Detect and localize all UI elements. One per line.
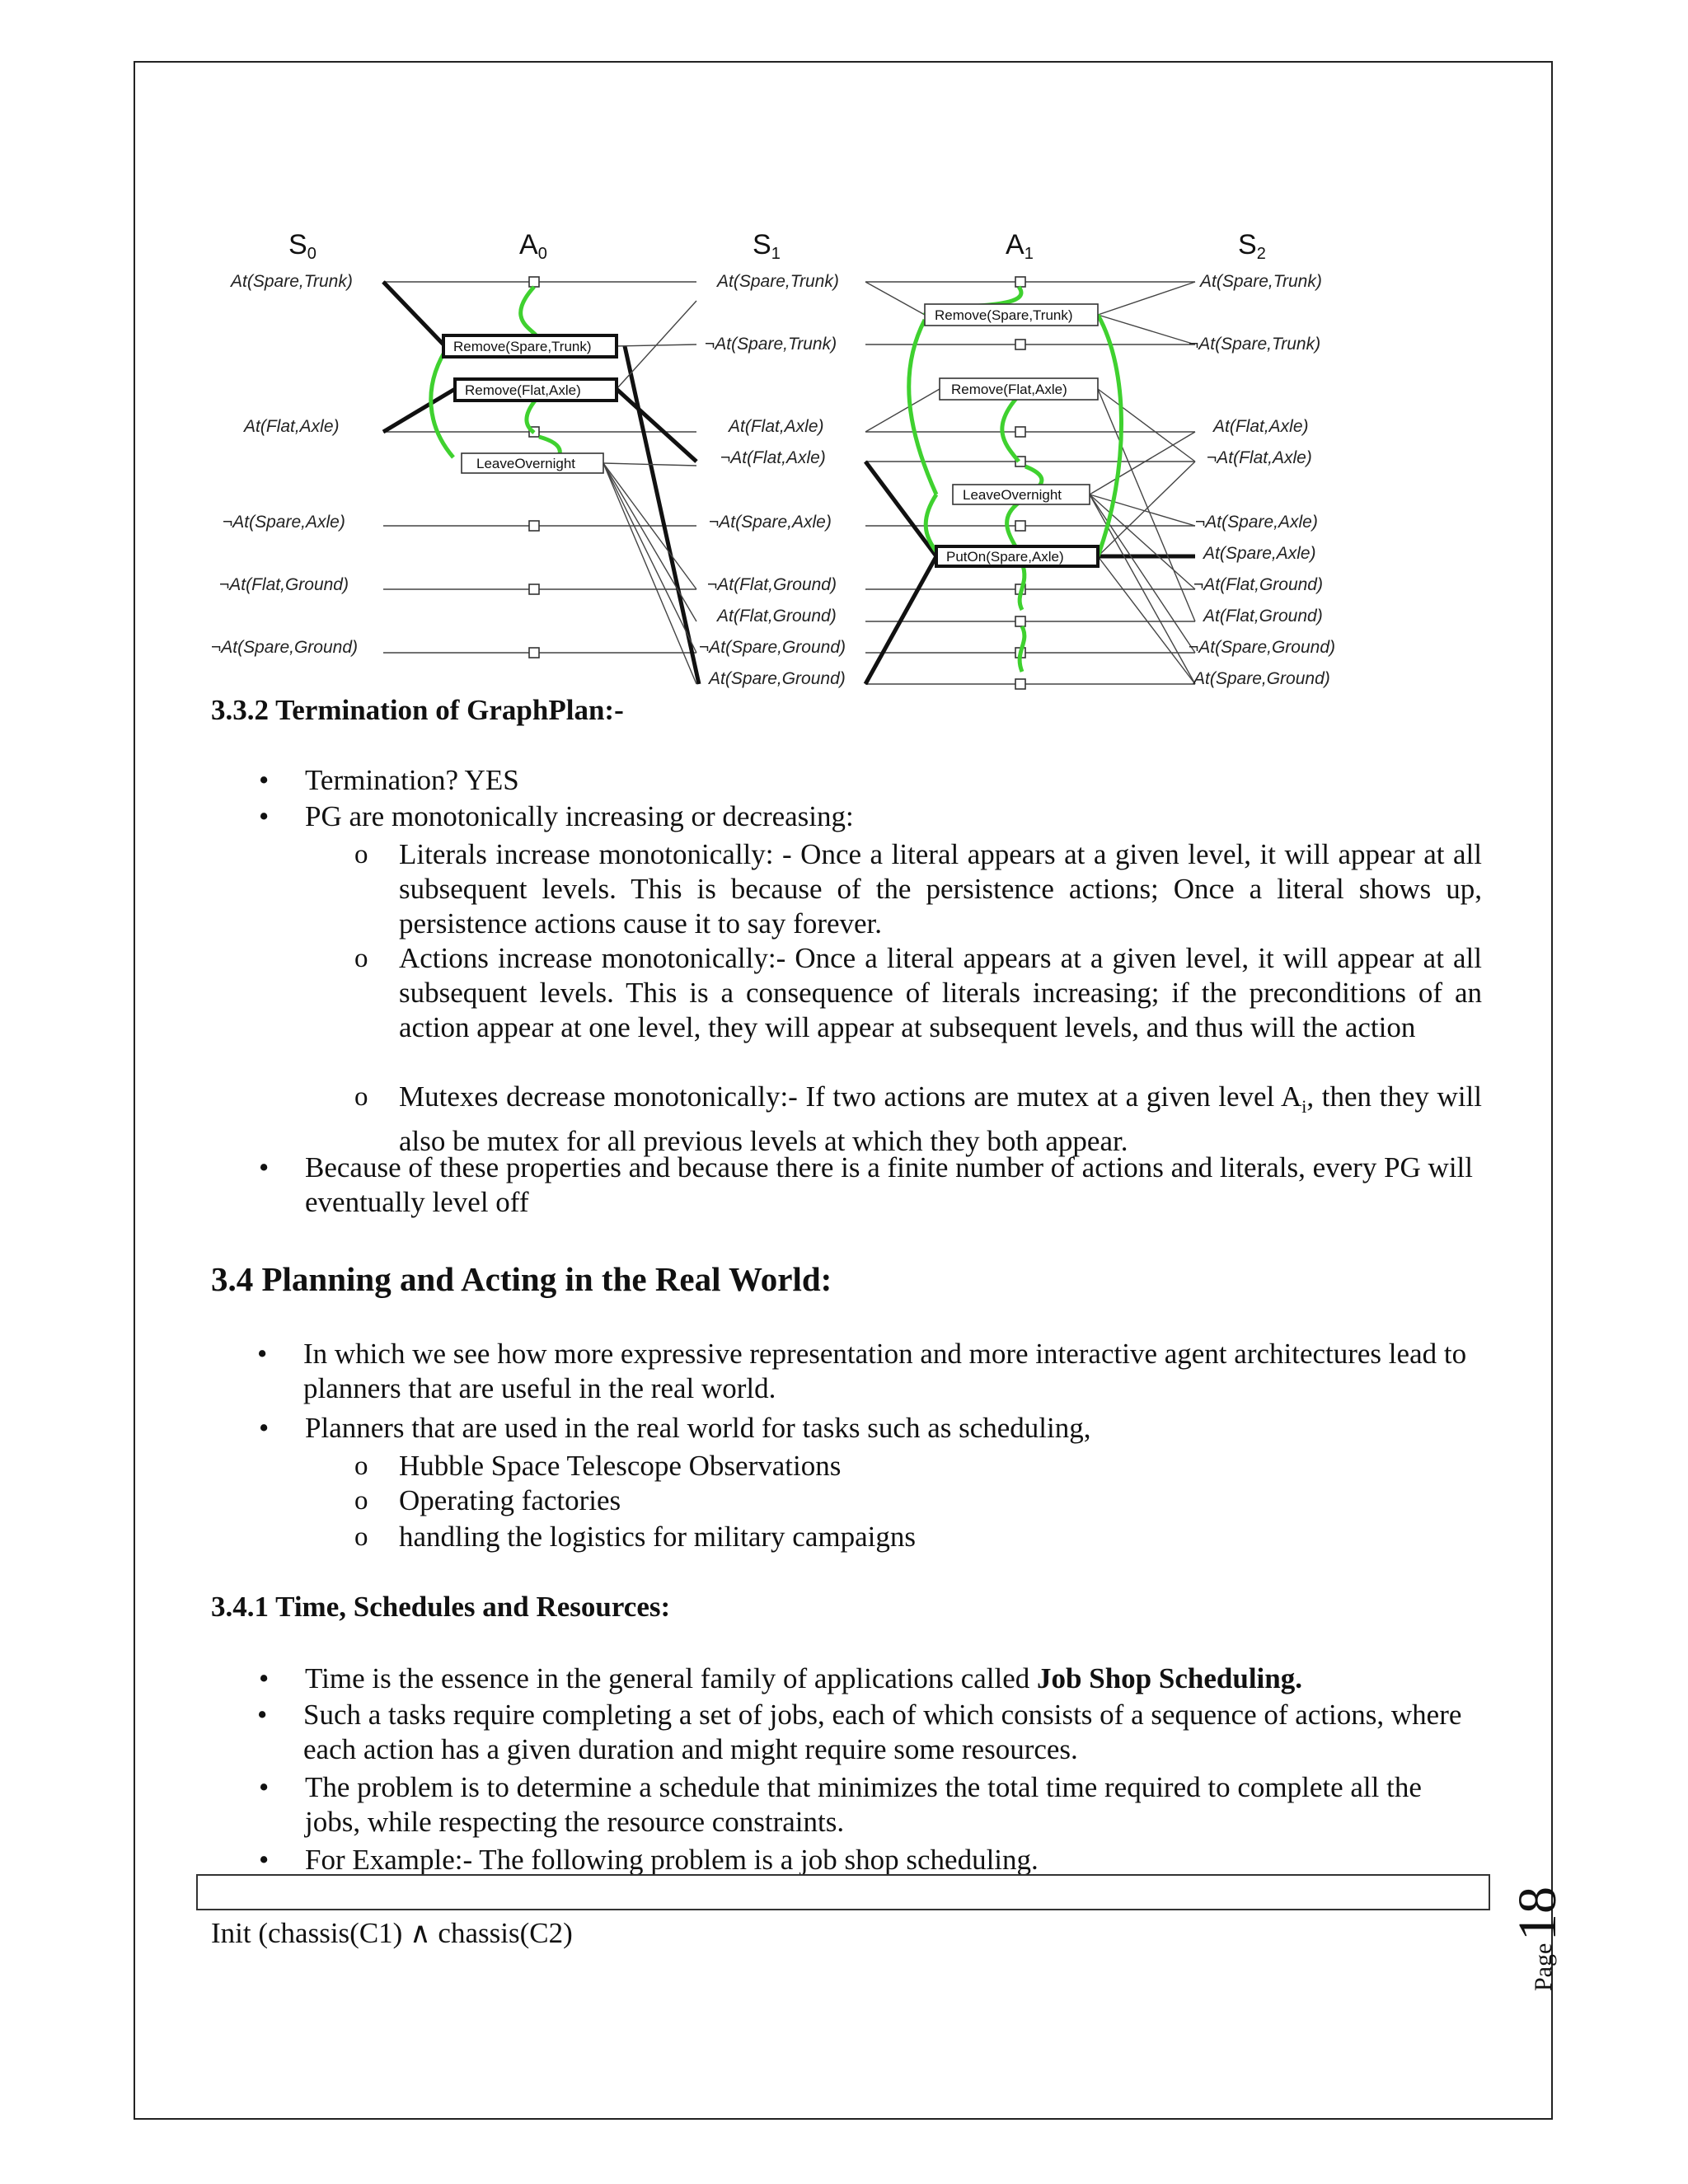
s2-literal: ¬At(Spare,Trunk) bbox=[1189, 335, 1321, 354]
sub-list-item: o Operating factories bbox=[354, 1484, 621, 1516]
list-item: • PG are monotonically increasing or decreasing: bbox=[259, 800, 854, 832]
page-label: Page bbox=[1530, 1943, 1557, 1991]
a0-action: Remove(Spare,Trunk) bbox=[453, 339, 592, 354]
bullet-marker: • bbox=[259, 800, 270, 832]
header-a1: A1 bbox=[1006, 229, 1034, 263]
s2-literal: ¬At(Flat,Axle) bbox=[1207, 448, 1312, 467]
header-a0: A0 bbox=[519, 229, 547, 263]
bullet-marker: • bbox=[257, 1699, 268, 1731]
sub-list-item: o Mutexes decrease monotonically:- If two actions are mutex at a given level $A_i$, then they will also be mutex for all previous levels at which they both appear. bbox=[354, 1080, 1482, 1157]
s2-literal: ¬At(Spare,Axle) bbox=[1195, 513, 1318, 532]
header-s2: S2 bbox=[1238, 229, 1266, 263]
s1-literal: ¬At(Spare,Ground) bbox=[699, 638, 846, 657]
a0-action: Remove(Flat,Axle) bbox=[465, 382, 581, 398]
list-item: • Because of these properties and because there is a finite number of actions and literals, every PG will eventually level off bbox=[259, 1151, 1474, 1218]
header-s1: S1 bbox=[753, 229, 781, 263]
bullet-marker: • bbox=[257, 1338, 268, 1370]
s0-literal: At(Spare,Trunk) bbox=[231, 272, 353, 291]
list-item: • The problem is to determine a schedule that minimizes the total time required to complete all the jobs, while respecting the resource constraints. bbox=[259, 1771, 1422, 1838]
list-item: • For Example:- The following problem is a job shop scheduling. bbox=[259, 1844, 1039, 1876]
sub-marker: o bbox=[354, 944, 368, 973]
init-line: Init (chassis(C1) ∧ chassis(C2) bbox=[211, 1917, 573, 1949]
sub-list-item: o Hubble Space Telescope Observations bbox=[354, 1450, 842, 1482]
sub-marker: o bbox=[354, 1082, 368, 1112]
s1-literal: At(Spare,Ground) bbox=[709, 669, 846, 688]
s1-literal: ¬At(Flat,Ground) bbox=[707, 575, 837, 594]
s2-literal: ¬At(Flat,Ground) bbox=[1193, 575, 1323, 594]
heading-332: 3.3.2 Termination of GraphPlan:- bbox=[211, 694, 624, 726]
bullet-marker: • bbox=[259, 1662, 270, 1694]
s0-literal: ¬At(Spare,Axle) bbox=[223, 513, 345, 532]
sub-marker: o bbox=[354, 1451, 368, 1481]
bullet-marker: • bbox=[259, 1412, 270, 1444]
bullet-marker: • bbox=[259, 1771, 270, 1803]
sub-list-item: o Actions increase monotonically:- Once a literal appears at a given level, it will appear at all subsequent levels. This is a consequence of literals increasing; if the preconditions of an action appear at one level, they will appear at subsequent levels, and thus will the action bbox=[354, 942, 1482, 1043]
s2-literal: At(Spare,Axle) bbox=[1203, 544, 1316, 563]
s1-literal: ¬At(Spare,Axle) bbox=[709, 513, 832, 532]
bullet-marker: • bbox=[259, 764, 270, 796]
a1-action: Remove(Flat,Axle) bbox=[951, 382, 1067, 397]
header-s0: S0 bbox=[288, 229, 316, 263]
s1-literal: ¬At(Flat,Axle) bbox=[720, 448, 826, 467]
sub-marker: o bbox=[354, 1486, 368, 1516]
sub-list-item: o handling the logistics for military campaigns bbox=[354, 1521, 916, 1553]
planning-graph-diagram bbox=[206, 223, 1360, 701]
empty-box bbox=[196, 1874, 1490, 1910]
s2-literal: At(Flat,Axle) bbox=[1213, 417, 1309, 436]
sub-marker: o bbox=[354, 1522, 368, 1552]
bullet-marker: • bbox=[259, 1151, 270, 1183]
list-item: • In which we see how more expressive representation and more interactive agent architectures lead to planners that are useful in the real world. bbox=[257, 1338, 1467, 1404]
sub-marker: o bbox=[354, 840, 368, 869]
heading-34: 3.4 Planning and Acting in the Real World: bbox=[211, 1260, 832, 1298]
s0-literal: At(Flat,Axle) bbox=[244, 417, 340, 436]
sub-list-item: o Literals increase monotonically: - Once a literal appears at a given level, it will appear at all subsequent levels. This is because of the persistence actions; Once a literal shows up, persistence actions cause it to say forever. bbox=[354, 838, 1482, 940]
heading-341: 3.4.1 Time, Schedules and Resources: bbox=[211, 1591, 671, 1623]
page-number: 18 bbox=[1507, 1886, 1568, 1941]
s2-literal: ¬At(Spare,Ground) bbox=[1189, 638, 1336, 657]
list-item: • Planners that are used in the real world for tasks such as scheduling, bbox=[259, 1412, 1091, 1444]
a1-action: Remove(Spare,Trunk) bbox=[935, 307, 1073, 323]
s2-literal: At(Spare,Ground) bbox=[1193, 669, 1330, 688]
a0-action: LeaveOvernight bbox=[476, 456, 576, 471]
s1-literal: At(Spare,Trunk) bbox=[717, 272, 839, 291]
a1-action: LeaveOvernight bbox=[963, 487, 1062, 503]
list-item: • Such a tasks require completing a set of jobs, each of which consists of a sequence of actions, where each action has a given duration and might require some resources. bbox=[257, 1699, 1462, 1765]
s2-literal: At(Spare,Trunk) bbox=[1200, 272, 1322, 291]
s1-literal: At(Flat,Ground) bbox=[717, 607, 837, 626]
s0-literal: ¬At(Flat,Ground) bbox=[219, 575, 349, 594]
s0-literal: ¬At(Spare,Ground) bbox=[211, 638, 359, 657]
list-item: • Termination? YES bbox=[259, 764, 519, 796]
s1-literal: ¬At(Spare,Trunk) bbox=[705, 335, 837, 354]
s2-literal: At(Flat,Ground) bbox=[1203, 607, 1323, 626]
a1-action: PutOn(Spare,Axle) bbox=[946, 549, 1064, 565]
bullet-marker: • bbox=[259, 1844, 270, 1876]
s1-literal: At(Flat,Axle) bbox=[729, 417, 824, 436]
list-item: • Time is the essence in the general family of applications called Job Shop Scheduling. bbox=[259, 1662, 1302, 1694]
